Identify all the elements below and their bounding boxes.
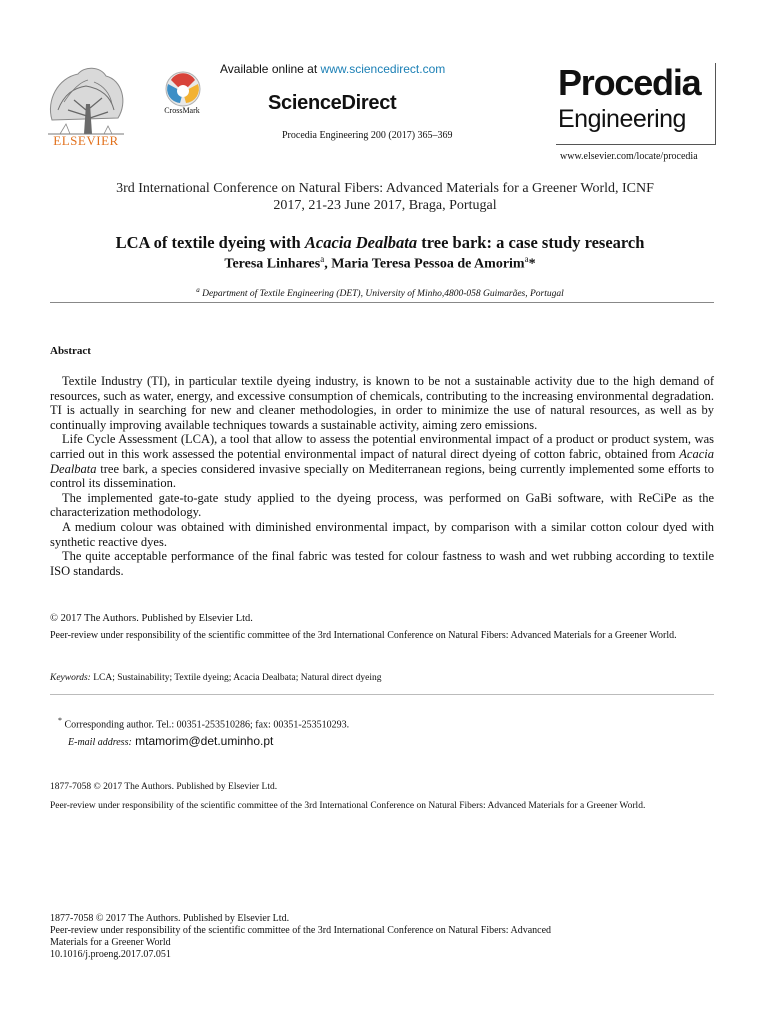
corresponding-author-line [58,713,349,733]
affiliation-text: Department of Textile Engineering (DET), University of Minho,4800-058 Guimarães, Portugal [199,289,564,300]
available-prefix: Available online at [220,62,321,76]
email-address[interactable]: mtamorim@det.uminho.pt [131,734,274,749]
author-list [30,254,730,273]
corresponding-mark: * [528,256,536,272]
footer-peer-review-cont: Materials for a Greener World [50,937,171,948]
email-line [58,733,349,751]
abstract-body [50,374,714,578]
keywords [50,673,382,683]
contact-numbers: Corresponding author. Tel.: 00351-253510286; fax: 00351-253510293. [62,719,350,731]
species-name: Acacia Dealbata [50,446,714,476]
available-online-line [220,62,445,76]
sciencedirect-link[interactable]: www.sciencedirect.com [320,62,446,76]
keywords-label: Keywords: [50,673,91,683]
conference-line-2: 2017, 21-23 June 2017, Braga, Portugal [273,198,497,213]
abstract-heading: Abstract [50,345,91,357]
abstract-paragraph: A medium colour was obtained with diminished environmental impact, by comparison with a similar cotton colour dyed with synthetic reactive dyes. [50,519,714,549]
footer-copyright: 1877-7058 © 2017 The Authors. Published by Elsevier Ltd. [50,913,290,924]
sciencedirect-title: ScienceDirect [268,92,397,114]
footer-doi[interactable]: 10.1016/j.proeng.2017.07.051 [50,949,171,960]
abstract-text: Life Cycle Assessment (LCA), a tool that allow to assess the potential environmental impact of a product or product system, was carried out in this work assessed the potential environmental impact of natural direct dyeing of cotton fabric, obtained from [50,432,714,461]
abstract-paragraph: The quite acceptable performance of the final fabric was tested for colour fastness to wash and wet rubbing according to textile ISO standards. [50,549,714,578]
journal-reference: Procedia Engineering 200 (2017) 365–369 [282,130,453,141]
title-part-2: tree bark: a case study research [417,233,645,252]
procedia-wordmark: Procedia [558,62,701,103]
abstract-paragraph: Textile Industry (TI), in particular textile dyeing industry, is known to be not a sustainable activity due to the high demand of resources, such as water, energy, and excessive consumption of chemicals, contributing to the increasing environmental degradation. TI is actually in searching for new and cleaner methodologies, in order to minimize the use of natural resources, as well as by continually improving available techniques towards a sustainable activity, aiming zero emissions. [50,374,714,432]
affiliation [30,286,730,299]
abstract-copyright: © 2017 The Authors. Published by Elsevier Ltd. [50,613,253,624]
journal-url[interactable]: www.elsevier.com/locate/procedia [560,151,698,162]
paper-title [30,233,730,253]
header-divider [50,302,714,303]
conference-line-1: 3rd International Conference on Natural Fibers: Advanced Materials for a Greener World, ICNF [116,181,654,196]
author-separator: , [324,256,332,272]
email-label: E-mail address: [68,737,132,749]
conference-name [40,180,730,214]
engineering-wordmark: Engineering [558,105,686,133]
footnote-mark: * [58,716,62,725]
crossmark-label: CrossMark [164,106,200,115]
elsevier-wordmark: ELSEVIER [53,133,119,148]
affiliation-mark: a [196,286,200,294]
author-name: Maria Teresa Pessoa de Amorim [331,256,525,272]
abstract-paragraph: The implemented gate-to-gate study applied to the dyeing process, was performed on GaBi software, with ReCiPe as the characterization methodology. [50,490,714,520]
corresponding-author-footnote [58,713,349,751]
author-affiliation-mark: a [320,254,325,264]
title-part-1: LCA of textile dyeing with [115,233,305,252]
footnote-divider [50,694,714,695]
keywords-list: LCA; Sustainability; Textile dyeing; Acacia Dealbata; Natural direct dyeing [90,673,382,683]
abstract-paragraph [50,432,714,490]
abstract-peer-review: Peer-review under responsibility of the scientific committee of the 3rd International Conference on Natural Fibers: Advanced Materials for a Greener World. [50,630,677,641]
issn-peer-review: Peer-review under responsibility of the scientific committee of the 3rd International Conference on Natural Fibers: Advanced Materials for a Greener World. [50,801,646,811]
issn-copyright: 1877-7058 © 2017 The Authors. Published by Elsevier Ltd. [50,782,278,792]
author-name: Teresa Linhares [224,256,321,272]
abstract-text: tree bark, a species considered invasive specially on Mediterranean regions, being currently implemented some efforts to control its dissemination. [50,461,714,491]
footer-peer-review: Peer-review under responsibility of the scientific committee of the 3rd International Conference on Natural Fibers: Advanced [50,925,552,936]
author-affiliation-mark: a [524,254,529,264]
title-species: Acacia Dealbata [304,233,418,252]
page-footer [50,913,710,961]
